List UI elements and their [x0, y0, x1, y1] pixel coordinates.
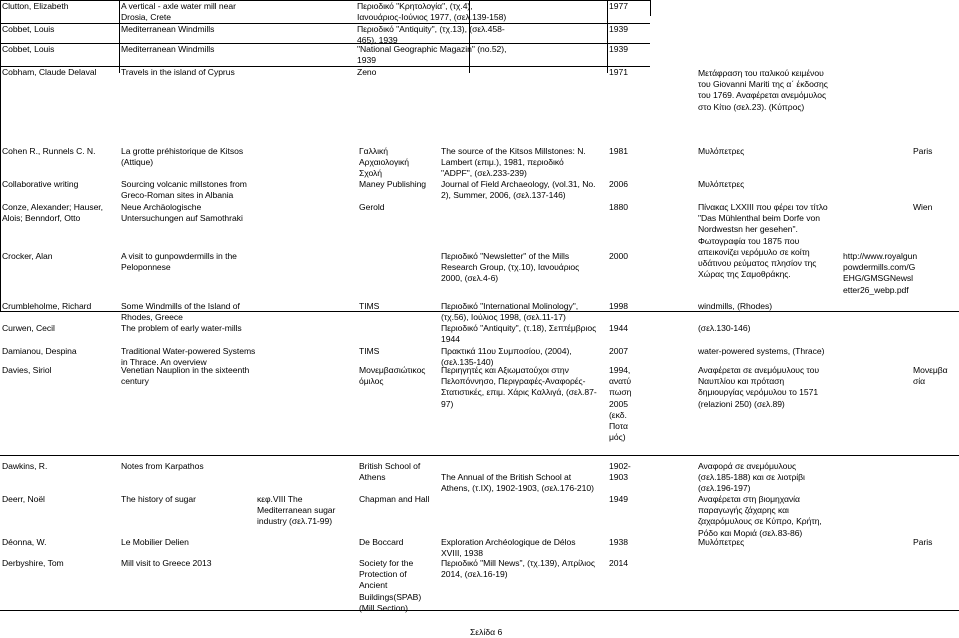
cell-title: Mediterranean Windmills	[121, 24, 215, 34]
grid-line-col-year	[607, 0, 608, 73]
row-line-7	[0, 610, 959, 611]
cell-year: 2006	[609, 179, 628, 189]
cell-year: 1880	[609, 202, 628, 212]
cell-publisher: TIMS	[359, 301, 380, 311]
row-line-6	[0, 455, 959, 456]
cell-notes: Αναφέρεται σε ανεμόμυλους του Ναυπλίου και πρόταση δημιουργίας νερόμυλου το 1571 (relazioni 250) (σελ.89)	[698, 365, 819, 409]
cell-source: The Annual of the British School at Athens, (τ.IX), 1902-1903, (σελ.176-210)	[441, 472, 594, 494]
grid-line-col-notes	[650, 0, 651, 16]
cell-title: Neue Archäologische Untersuchungen auf Samothraki	[121, 202, 243, 224]
cell-author: Curwen, Cecil	[2, 323, 55, 333]
cell-author: Clutton, Elizabeth	[2, 1, 69, 11]
cell-year: 2007	[609, 346, 628, 356]
cell-title: Sourcing volcanic millstones from Greco-Roman sites in Albania	[121, 179, 247, 201]
cell-title: A visit to gunpowdermills in the Peloponnese	[121, 251, 237, 273]
cell-title: Venetian Nauplion in the sixteenth century	[121, 365, 250, 387]
cell-author: Davies, Siriol	[2, 365, 52, 375]
cell-publisher: Gerold	[359, 202, 385, 212]
cell-source: Πρακτικά 11ου Συμποσίου, (2004), (σελ.135-140)	[441, 346, 572, 368]
cell-publisher: Γαλλική Αρχαιολογική Σχολή	[359, 146, 410, 179]
cell-title: The history of sugar	[121, 494, 196, 504]
cell-author: Derbyshire, Tom	[2, 558, 64, 568]
page-number: Σελίδα 6	[470, 627, 503, 637]
cell-year: 2014	[609, 558, 628, 568]
cell-title: Traditional Water-powered Systems in Thrace. An overview	[121, 346, 256, 368]
cell-publisher: TIMS	[359, 346, 380, 356]
cell-author: Collaborative writing	[2, 179, 79, 189]
cell-title: La grotte préhistorique de Kitsos (Attique)	[121, 146, 244, 168]
cell-year: 1998	[609, 301, 628, 311]
cell-title: Mediterranean Windmills	[121, 44, 215, 54]
cell-source: Περιοδικό "Newsletter" of the Mills Research Group, (τχ.10), Ιανουάριος 2000, (σελ.4-6)	[441, 251, 580, 284]
cell-source: Περιοδικό "Antiquity", (τχ.13), (σελ.458- 465), 1939	[357, 24, 505, 46]
cell-author: Cobbet, Louis	[2, 24, 55, 34]
cell-publisher: Zeno	[357, 67, 377, 77]
cell-notes: (σελ.130-146)	[698, 323, 751, 333]
cell-author: Cohen R., Runnels C. N.	[2, 146, 96, 156]
cell-year: 1977	[609, 1, 628, 11]
cell-author: Conze, Alexander; Hauser, Alois; Benndorf, Otto	[2, 202, 103, 224]
cell-series: κεφ.VIII The Mediterranean sugar industry (σελ.71-99)	[257, 494, 336, 527]
cell-author: Crumbleholme, Richard	[2, 301, 92, 311]
cell-source: Περιοδικό "Κρητολογία", (τχ.4), Ιανουάριος-Ιούνιος 1977, (σελ.139-158)	[357, 1, 507, 23]
cell-publisher: De Boccard	[359, 537, 404, 547]
cell-author: Dawkins, R.	[2, 461, 48, 471]
cell-place: Μονεμβα σία	[913, 365, 948, 387]
cell-title: Some Windmills of the Island of Rhodes, Greece	[121, 301, 240, 323]
cell-year: 1971	[609, 67, 628, 77]
cell-notes: Μυλόπετρες	[698, 179, 745, 189]
cell-source: The source of the Kitsos Millstones: N. Lambert (επιμ.), 1981, περιοδικό "ADPF", (σελ.233-239)	[441, 146, 586, 179]
cell-year: 1981	[609, 146, 628, 156]
cell-year: 2000	[609, 251, 628, 261]
cell-notes: Μετάφραση του ιταλικού κειμένου του Giovanni Mariti της α΄ έκδοσης του 1769. Αναφέρεται ανεμόμυλος στο Κίτιο (σελ.23). (Κύπρος)	[698, 68, 828, 112]
cell-title: Notes from Karpathos	[121, 461, 204, 471]
cell-title: Travels in the island of Cyprus	[121, 67, 235, 77]
cell-title: The problem of early water-mills	[121, 323, 242, 333]
cell-place: Wien	[913, 202, 933, 212]
grid-line-left	[0, 0, 1, 311]
cell-notes: Μυλόπετρες	[698, 146, 745, 156]
cell-source: Exploration Archéologique de Délos XVIII, 1938	[441, 537, 576, 559]
cell-title: Le Mobilier Delien	[121, 537, 189, 547]
cell-source: Περιοδικό "Mill News", (τχ.139), Απρίλιος 2014, (σελ.16-19)	[441, 558, 595, 580]
cell-author: Deerr, Noël	[2, 494, 45, 504]
cell-year: 1938	[609, 537, 628, 547]
cell-author: Cobbet, Louis	[2, 44, 55, 54]
cell-publisher: British School of Athens	[359, 461, 421, 483]
cell-year: 1949	[609, 494, 628, 504]
cell-year: 1994, ανατύ πωση 2005 (εκδ. Ποτα μός)	[609, 365, 632, 443]
cell-author: Damianou, Despina	[2, 346, 77, 356]
cell-author: Crocker, Alan	[2, 251, 53, 261]
cell-publisher: Μονεμβασιώτικος όμιλος	[359, 365, 426, 387]
grid-line-col-title	[119, 0, 120, 73]
cell-publisher: Maney Publishing	[359, 179, 427, 189]
cell-year: 1939	[609, 44, 628, 54]
cell-notes: water-powered systems, (Thrace)	[698, 346, 825, 356]
cell-source: "National Geographic Magazin" (no.52), 1939	[357, 44, 507, 66]
cell-year: 1939	[609, 24, 628, 34]
cell-notes: Πίνακας LXXIII που φέρει τον τίτλο "Das Mühlenthal beim Dorfe von Nordwestsn her gesehen". Φωτογραφία του 1875 που απεικονίζει νερόμυλο σε κοίτη υδάτινου ρεύματος πλησίον της Χώρας της Σαμοθράκης.	[698, 202, 828, 280]
cell-title: A vertical - axle water mill near Drosia, Crete	[121, 1, 236, 23]
cell-source: Περιηγητές και Αξιωματούχοι στην Πελοπόννησο, Περιγραφές-Αναφορές- Στατιστικές, επιμ. Χάρις Καλλιγά, (σελ.87- 97)	[441, 365, 597, 409]
cell-publisher: Chapman and Hall	[359, 494, 430, 504]
cell-place: Paris	[913, 537, 933, 547]
cell-year: 1902- 1903	[609, 461, 631, 483]
cell-place: Paris	[913, 146, 933, 156]
cell-notes: Αναφορά σε ανεμόμυλους (σελ.185-188) και σε λιοτρίβι (σελ.196-197)	[698, 461, 805, 494]
cell-source: Περιοδικό "International Molinology", (τχ.56), Ιούλιος 1998, (σελ.11-17)	[441, 301, 579, 323]
cell-source: Περιοδικό "Antiquity", (τ.18), Σεπτέμβριος 1944	[441, 323, 597, 345]
cell-source: Journal of Field Archaeology, (vol.31, No. 2), Summer, 2006, (σελ.137-146)	[441, 179, 596, 201]
cell-place: http://www.royalgun powdermills.com/G EHG/GMSGNewsl etter26_webp.pdf	[843, 251, 918, 295]
cell-notes: windmills, (Rhodes)	[698, 301, 773, 311]
cell-notes: Μυλόπετρες	[698, 537, 745, 547]
cell-author: Déonna, W.	[2, 537, 47, 547]
cell-year: 1944	[609, 323, 628, 333]
cell-notes: Αναφέρεται στη βιομηχανία παραγωγής ζάχαρης και ζαχαρόμυλους σε Κύπρο, Κρήτη, Ρόδο και Μοριά (σελ.83-86)	[698, 494, 822, 538]
cell-title: Mill visit to Greece 2013	[121, 558, 212, 568]
cell-publisher: Society for the Protection of Ancient Buildings(SPAB) (Mill Section)	[359, 558, 422, 613]
cell-author: Cobham, Claude Delaval	[2, 67, 97, 77]
